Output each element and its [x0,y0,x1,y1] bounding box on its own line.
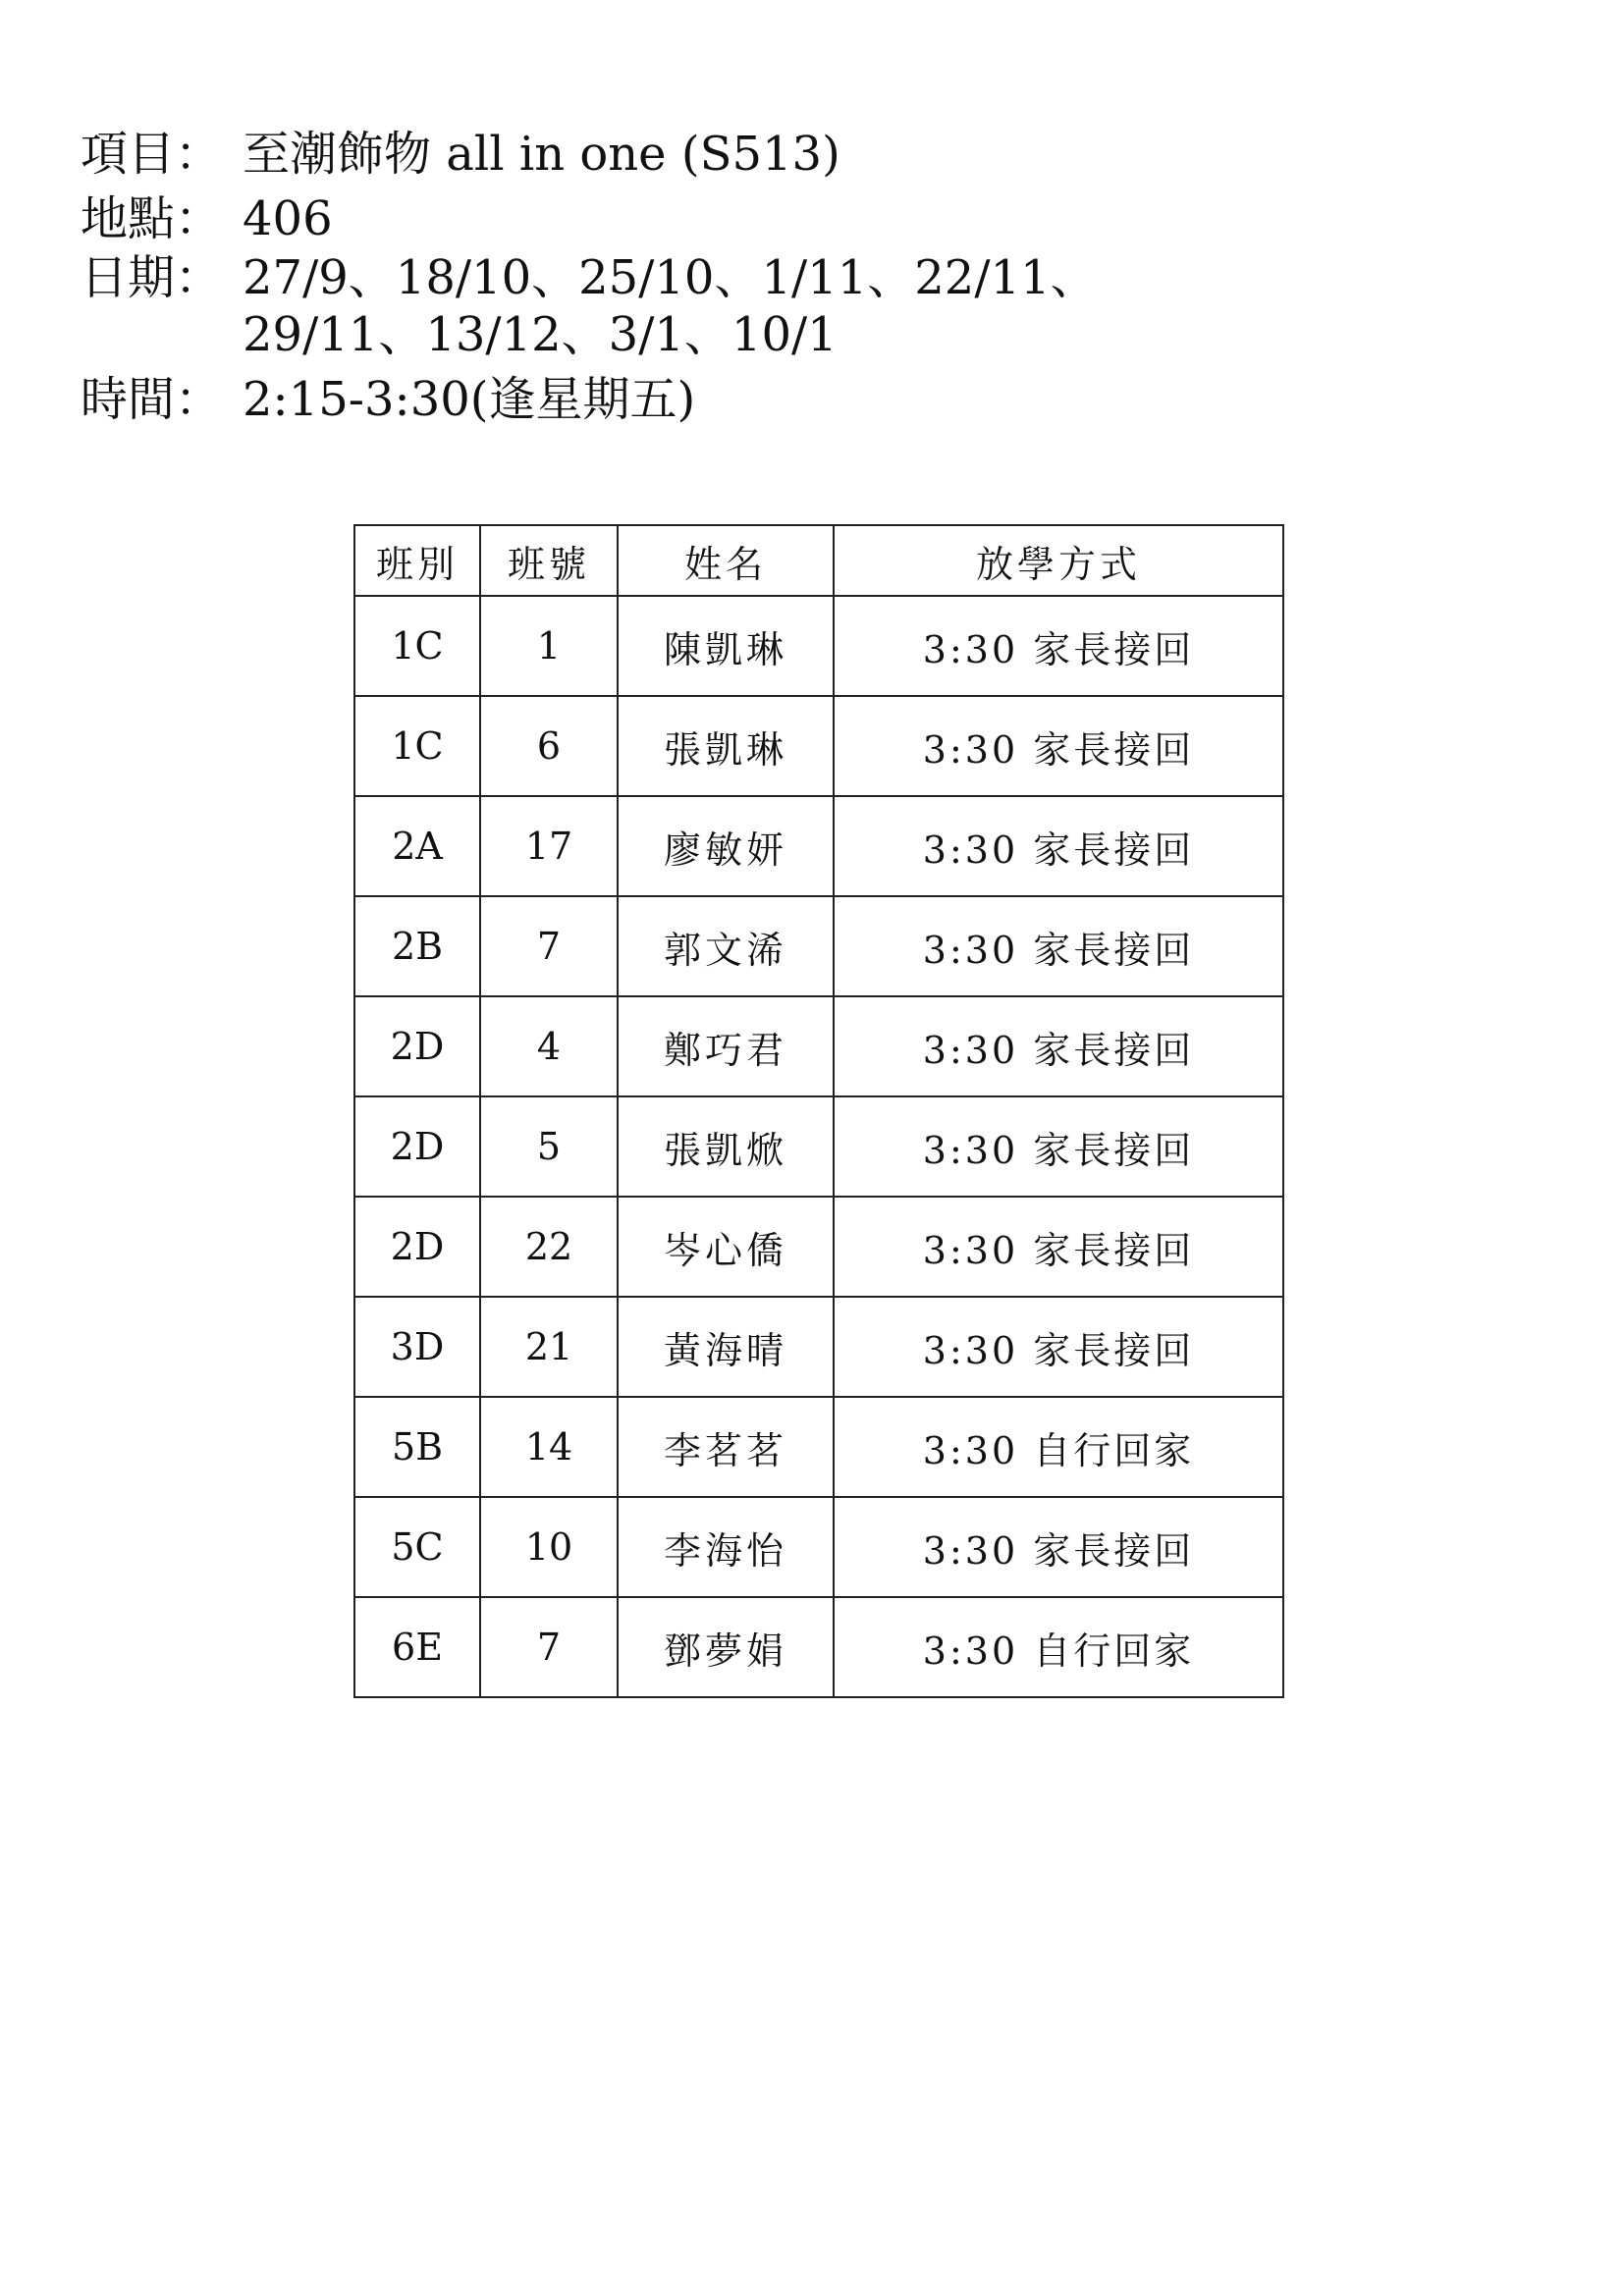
cell-name: 黃海晴 [618,1297,834,1397]
cell-name: 廖敏妍 [618,796,834,896]
date-line-2: 29/11、13/12、3/1、10/1 [243,307,838,362]
cell-name: 鄭巧君 [618,996,834,1096]
time-value: 2:15-3:30(逢星期五) [243,372,696,427]
date-row [81,249,1098,363]
date-value [243,249,1098,363]
cell-dismissal: 3:30 家長接回 [834,696,1283,796]
cell-class: 2B [354,896,480,996]
cell-name: 李茗茗 [618,1397,834,1497]
location-row [81,190,1098,247]
cell-class: 3D [354,1297,480,1397]
cell-number: 17 [480,796,618,896]
column-header-number: 班號 [480,525,618,596]
cell-number: 7 [480,1597,618,1697]
cell-name: 張凱琳 [618,696,834,796]
cell-number: 1 [480,596,618,696]
cell-class: 6E [354,1597,480,1697]
cell-number: 22 [480,1197,618,1297]
item-label: 項目： [81,127,223,182]
date-line-1: 27/9、18/10、25/10、1/11、22/11、 [243,250,1098,305]
cell-dismissal: 3:30 家長接回 [834,996,1283,1096]
table-row [354,1497,1283,1597]
table-row [354,1096,1283,1197]
location-label: 地點： [81,191,223,246]
cell-name: 鄧夢娟 [618,1597,834,1697]
cell-number: 6 [480,696,618,796]
item-value: 至潮飾物 all in one (S513) [243,127,840,182]
table-row [354,996,1283,1096]
cell-class: 1C [354,596,480,696]
cell-class: 2A [354,796,480,896]
cell-dismissal: 3:30 家長接回 [834,796,1283,896]
cell-number: 5 [480,1096,618,1197]
column-header-class: 班別 [354,525,480,596]
cell-class: 2D [354,996,480,1096]
cell-dismissal: 3:30 家長接回 [834,1197,1283,1297]
time-row [81,371,1098,428]
cell-dismissal: 3:30 家長接回 [834,596,1283,696]
cell-number: 4 [480,996,618,1096]
table-row [354,696,1283,796]
cell-number: 10 [480,1497,618,1597]
column-header-name: 姓名 [618,525,834,596]
column-header-dismissal: 放學方式 [834,525,1283,596]
cell-name: 岑心僑 [618,1197,834,1297]
time-label: 時間： [81,372,223,427]
cell-dismissal: 3:30 自行回家 [834,1397,1283,1497]
cell-dismissal: 3:30 家長接回 [834,1297,1283,1397]
table-row [354,896,1283,996]
table-row [354,1597,1283,1697]
cell-name: 李海怡 [618,1497,834,1597]
cell-dismissal: 3:30 家長接回 [834,1497,1283,1597]
cell-number: 7 [480,896,618,996]
table-header-row [354,525,1283,596]
cell-class: 5B [354,1397,480,1497]
cell-class: 1C [354,696,480,796]
cell-number: 14 [480,1397,618,1497]
table-row [354,796,1283,896]
item-row [81,126,1098,183]
table-row [354,596,1283,696]
cell-name: 張凱焮 [618,1096,834,1197]
cell-class: 5C [354,1497,480,1597]
activity-info [81,126,1098,428]
table-row [354,1297,1283,1397]
cell-dismissal: 3:30 自行回家 [834,1597,1283,1697]
student-roster-table [353,524,1284,1698]
cell-name: 陳凱琳 [618,596,834,696]
table-row [354,1397,1283,1497]
cell-dismissal: 3:30 家長接回 [834,1096,1283,1197]
location-value: 406 [243,191,333,246]
cell-dismissal: 3:30 家長接回 [834,896,1283,996]
date-label: 日期： [81,250,223,305]
cell-class: 2D [354,1197,480,1297]
cell-name: 郭文浠 [618,896,834,996]
table-row [354,1197,1283,1297]
cell-class: 2D [354,1096,480,1197]
cell-number: 21 [480,1297,618,1397]
